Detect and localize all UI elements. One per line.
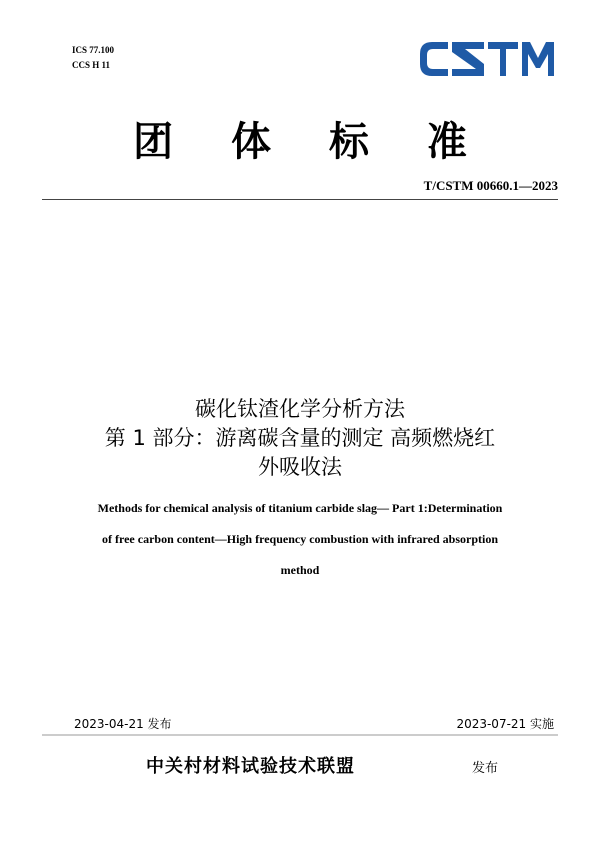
issue-date: 2023-04-21 发布 — [74, 717, 172, 731]
standard-code: T/CSTM 00660.1—2023 — [423, 178, 558, 193]
title-cn-line-2: 第 1 部分：游离碳含量的测定 高频燃烧红 — [104, 426, 496, 450]
title-cn — [0, 395, 600, 482]
ccs-code: CCS H 11 — [72, 60, 111, 70]
title-en-line-1: Methods for chemical analysis of titanium carbide slag— Part 1:Determination — [97, 501, 503, 515]
cstm-logo — [418, 38, 558, 82]
title-cn-line-1: 碳化钛渣化学分析方法 — [195, 397, 405, 421]
title-en-line-2: of free carbon content—High frequency combustion with infrared absorption — [102, 532, 498, 546]
implement-date: 2023-07-21 实施 — [456, 717, 554, 731]
standard-type-heading: 团 体 标 准 — [133, 119, 489, 165]
title-en — [60, 493, 540, 586]
publish-label: 发布 — [472, 761, 499, 776]
title-en-line-3: method — [280, 563, 320, 577]
title-cn-line-3: 外吸收法 — [258, 455, 342, 479]
top-divider — [42, 199, 558, 200]
bottom-divider — [42, 734, 558, 736]
publisher-name: 中关村材料试验技术联盟 — [146, 756, 355, 777]
ics-code: ICS 77.100 — [72, 45, 115, 55]
